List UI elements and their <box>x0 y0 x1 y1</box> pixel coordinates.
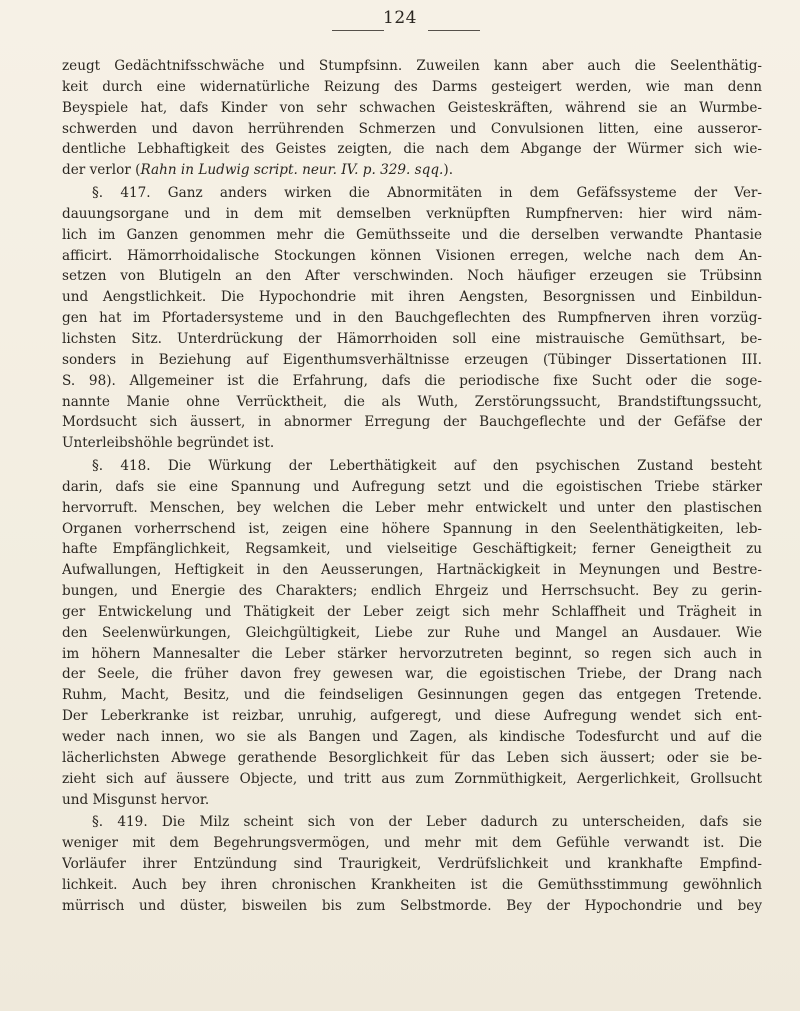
text-line: dentliche Lebhaftigkeit des Geistes zeigten, die nach dem Abgange der Würmer sich wie- <box>62 141 762 158</box>
text-line: Beyspiele hat, dafs Kinder von sehr schwachen Geisteskräften, während sie an Wurmbe- <box>62 99 762 116</box>
text-line: lich im Ganzen genommen mehr die Gemüthsseite und die derselben verwandte Phantasie <box>62 226 762 243</box>
text-line: nannte Manie ohne Verrücktheit, die als Wuth, Zerstörungssucht, Brandstiftungssucht, <box>62 393 762 410</box>
section-418-heading-line: §. 418. Die Würkung der Leberthätigkeit auf den psychischen Zustand besteht <box>92 458 762 475</box>
text-line: weder nach innen, wo sie als Bangen und Zagen, als kindische Todesfurcht und auf die <box>62 729 762 745</box>
header-rule-right <box>428 30 480 31</box>
text-line: Unterleibshöhle begründet ist. <box>62 435 275 452</box>
citation-reference: Rahn in Ludwig script. neur. IV. p. 329. sqq. <box>140 162 444 179</box>
text-line: gen hat im Pfortadersysteme und in den Bauchgeflechten des Rumpfnerven ihren vorzüg- <box>62 310 762 327</box>
text-line: S. 98). Allgemeiner ist die Erfahrung, dafs die periodische fixe Sucht oder die soge- <box>62 372 762 389</box>
page-number: 124 <box>383 8 417 28</box>
text-line: und Misgunst hervor. <box>62 791 210 808</box>
text-line: zieht sich auf äussere Objecte, und tritt aus zum Zornmüthigkeit, Aergerlichkeit, Grollsucht <box>62 770 762 787</box>
text-line: Der Leberkranke ist reizbar, unruhig, aufgeregt, und diese Aufregung wendet sich ent- <box>62 708 762 725</box>
text-line: bungen, und Energie des Charakters; endlich Ehrgeiz und Herrschsucht. Bey zu gerin- <box>62 583 762 600</box>
text-line: mürrisch und düster, bisweilen bis zum Selbstmorde. Bey der Hypochondrie und bey <box>62 897 762 914</box>
text-line: hafte Empfänglichkeit, Regsamkeit, und vielseitige Geschäftigkeit; ferner Geneigtheit zu <box>62 541 762 558</box>
paragraph-417 <box>62 183 762 454</box>
text-line: ger Entwickelung und Thätigkeit der Leber zeigt sich mehr Schlaffheit und Trägheit in <box>62 603 762 620</box>
text-line: hervorruft. Menschen, bey welchen die Leber mehr entwickelt und unter den plastischen <box>62 499 762 516</box>
paragraph-1 <box>62 56 762 181</box>
text-line: weniger mit dem Begehrungsvermögen, und mehr mit dem Gefühle verwandt ist. Die <box>62 835 762 852</box>
text-line: lichsten Sitz. Unterdrückung der Hämorrhoiden soll eine mistrauische Gemüthsart, be- <box>62 330 762 347</box>
text-line: darin, dafs sie eine Spannung und Aufregung setzt und die egoistischen Triebe stärker <box>62 478 762 495</box>
citation-pre: der verlor ( <box>62 162 141 179</box>
text-line: lichkeit. Auch bey ihren chronischen Krankheiten ist die Gemüthsstimmung gewöhnlich <box>62 876 762 893</box>
section-419-heading-line: §. 419. Die Milz scheint sich von der Leber dadurch zu unterscheiden, dafs sie <box>92 814 762 831</box>
text-line: dauungsorgane und in dem mit demselben verknüpften Rumpfnerven: hier wird näm- <box>62 205 762 222</box>
text-line: Mordsucht sich äussert, in abnormer Erregung der Bauchgeflechte und der Gefäfse der <box>62 414 762 431</box>
paragraph-419 <box>62 812 762 916</box>
text-line: Organen vorherrschend ist, zeigen eine höhere Spannung in den Seelenthätigkeiten, leb- <box>62 520 762 537</box>
text-line: lächerlichsten Abwege gerathende Besorglichkeit für das Leben sich äussert; oder sie be- <box>62 749 762 766</box>
text-line: keit durch eine widernatürliche Reizung des Darms gesteigert werden, wie man denn <box>62 78 762 95</box>
text-line: schwerden und davon herrührenden Schmerzen und Convulsionen litten, eine ausseror- <box>62 120 762 137</box>
citation-post: ). <box>443 162 454 179</box>
text-line: Ruhm, Macht, Besitz, und die feindseligen Gesinnungen gegen das entgegen Tretende. <box>62 687 762 704</box>
text-line: zeugt Gedächtnifsschwäche und Stumpfsinn. Zuweilen kann aber auch die Seelenthätig- <box>62 58 762 74</box>
paragraph-418 <box>62 456 762 810</box>
header-rule-left <box>332 30 384 31</box>
text-line: sonders in Beziehung auf Eigenthumsverhältnisse erzeugen (Tübinger Dissertationen III. <box>62 351 762 368</box>
text-line: der Seele, die früher davon frey gewesen war, die egoistischen Triebe, der Drang nach <box>62 666 762 683</box>
text-line: Vorläufer ihrer Entzündung sind Traurigkeit, Verdrüfslichkeit und krankhafte Empfind- <box>62 856 762 873</box>
text-line: Aufwallungen, Heftigkeit in den Aeusserungen, Hartnäckigkeit in Meynungen und Bestre- <box>62 562 762 579</box>
body-text <box>62 56 762 917</box>
text-line: afficirt. Hämorrhoidalische Stockungen können Visionen erregen, welche nach dem An- <box>62 247 762 264</box>
text-line: und Aengstlichkeit. Die Hypochondrie mit ihren Aengsten, Besorgnissen und Einbildun- <box>62 289 762 306</box>
text-line: im höhern Mannesalter die Leber stärker hervorzutreten beginnt, so regen sich auch in <box>62 645 762 662</box>
page-header <box>0 8 800 36</box>
text-line-citation <box>62 160 762 181</box>
text-line: den Seelenwürkungen, Gleichgültigkeit, Liebe zur Ruhe und Mangel an Ausdauer. Wie <box>62 624 762 641</box>
text-line: setzen von Blutigeln an den After verschwinden. Noch häufiger erzeugen sie Trübsinn <box>62 268 762 285</box>
section-417-heading-line: §. 417. Ganz anders wirken die Abnormitäten in dem Gefäfssysteme der Ver- <box>92 185 762 202</box>
